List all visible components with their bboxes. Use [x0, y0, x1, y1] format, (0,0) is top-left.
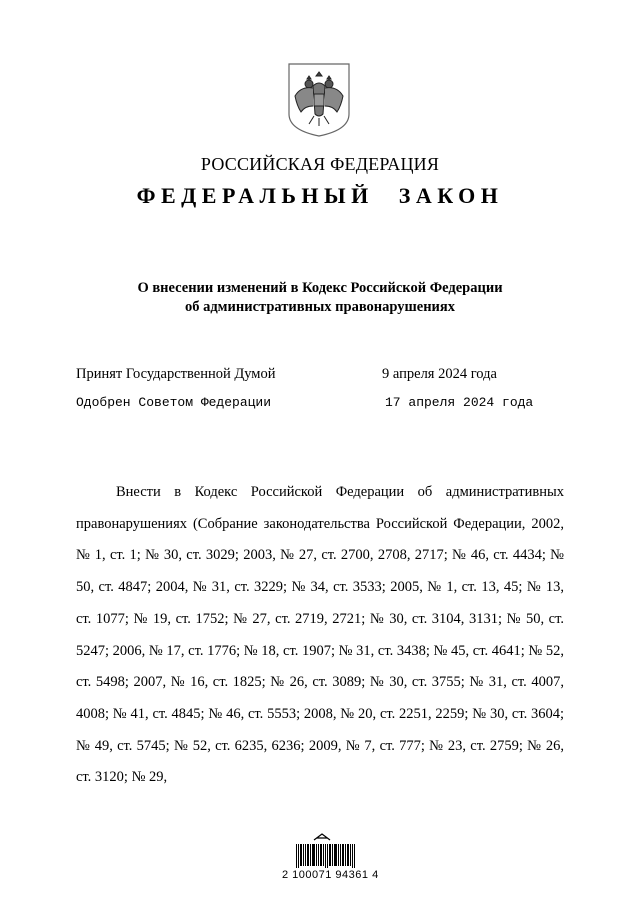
- publisher-mark-icon: [313, 832, 331, 842]
- adopted-by-duma-date: 9 апреля 2024 года: [382, 366, 497, 382]
- barcode-number: 2 100071 94361 4: [282, 869, 379, 881]
- approved-by-council-date: 17 апреля 2024 года: [385, 395, 534, 410]
- country-heading: РОССИЙСКАЯ ФЕДЕРАЦИЯ: [200, 154, 440, 174]
- law-body-paragraph: Внести в Кодекс Российской Федерации об административных правонарушениях (Собрание законодательства Российской Федерации, 2002, № 1, ст. 1; № 30, ст. 3029; 2003, № 27, ст. 2700, 2708, 2717; № 46, ст. 4434; № 50, ст. 4847; 2004, № 31, ст. 3229; № 34, ст. 3533; 2005, № 1, ст. 13, 45; № 13, ст. 1077; № 19, ст. 1752; № 27, ст. 2719, 2721; № 30, ст. 3104, 3131; № 50, ст. 5247; 2006, № 17, ст. 1776; № 18, ст. 1907; № 31, ст. 3438; № 45, ст. 4641; № 52, ст. 5498; 2007, № 16, ст. 1825; № 26, ст. 3089; № 30, ст. 3755; № 31, ст. 4007, 4008; № 41, ст. 4845; № 46, ст. 5553; 2008, № 20, ст. 2251, 2259; № 30, ст. 3604; № 49, ст. 5745; № 52, ст. 6235, 6236; 2009, № 7, ст. 777; № 23, ст. 2759; № 26, ст. 3120; № 29,: [76, 484, 564, 786]
- approved-by-council-label: Одобрен Советом Федерации: [76, 395, 272, 410]
- adopted-by-duma-label: Принят Государственной Думой: [76, 366, 276, 382]
- document-type-heading: ФЕДЕРАЛЬНЫЙ ЗАКОН: [136, 183, 504, 208]
- russian-coat-of-arms-icon: [287, 62, 351, 138]
- law-title-line-2: об административных правонарушениях: [184, 299, 456, 315]
- law-title: [0, 279, 640, 317]
- law-title-line-1: О внесении изменений в Кодекс Российской Федерации: [137, 280, 503, 296]
- barcode: [296, 844, 356, 868]
